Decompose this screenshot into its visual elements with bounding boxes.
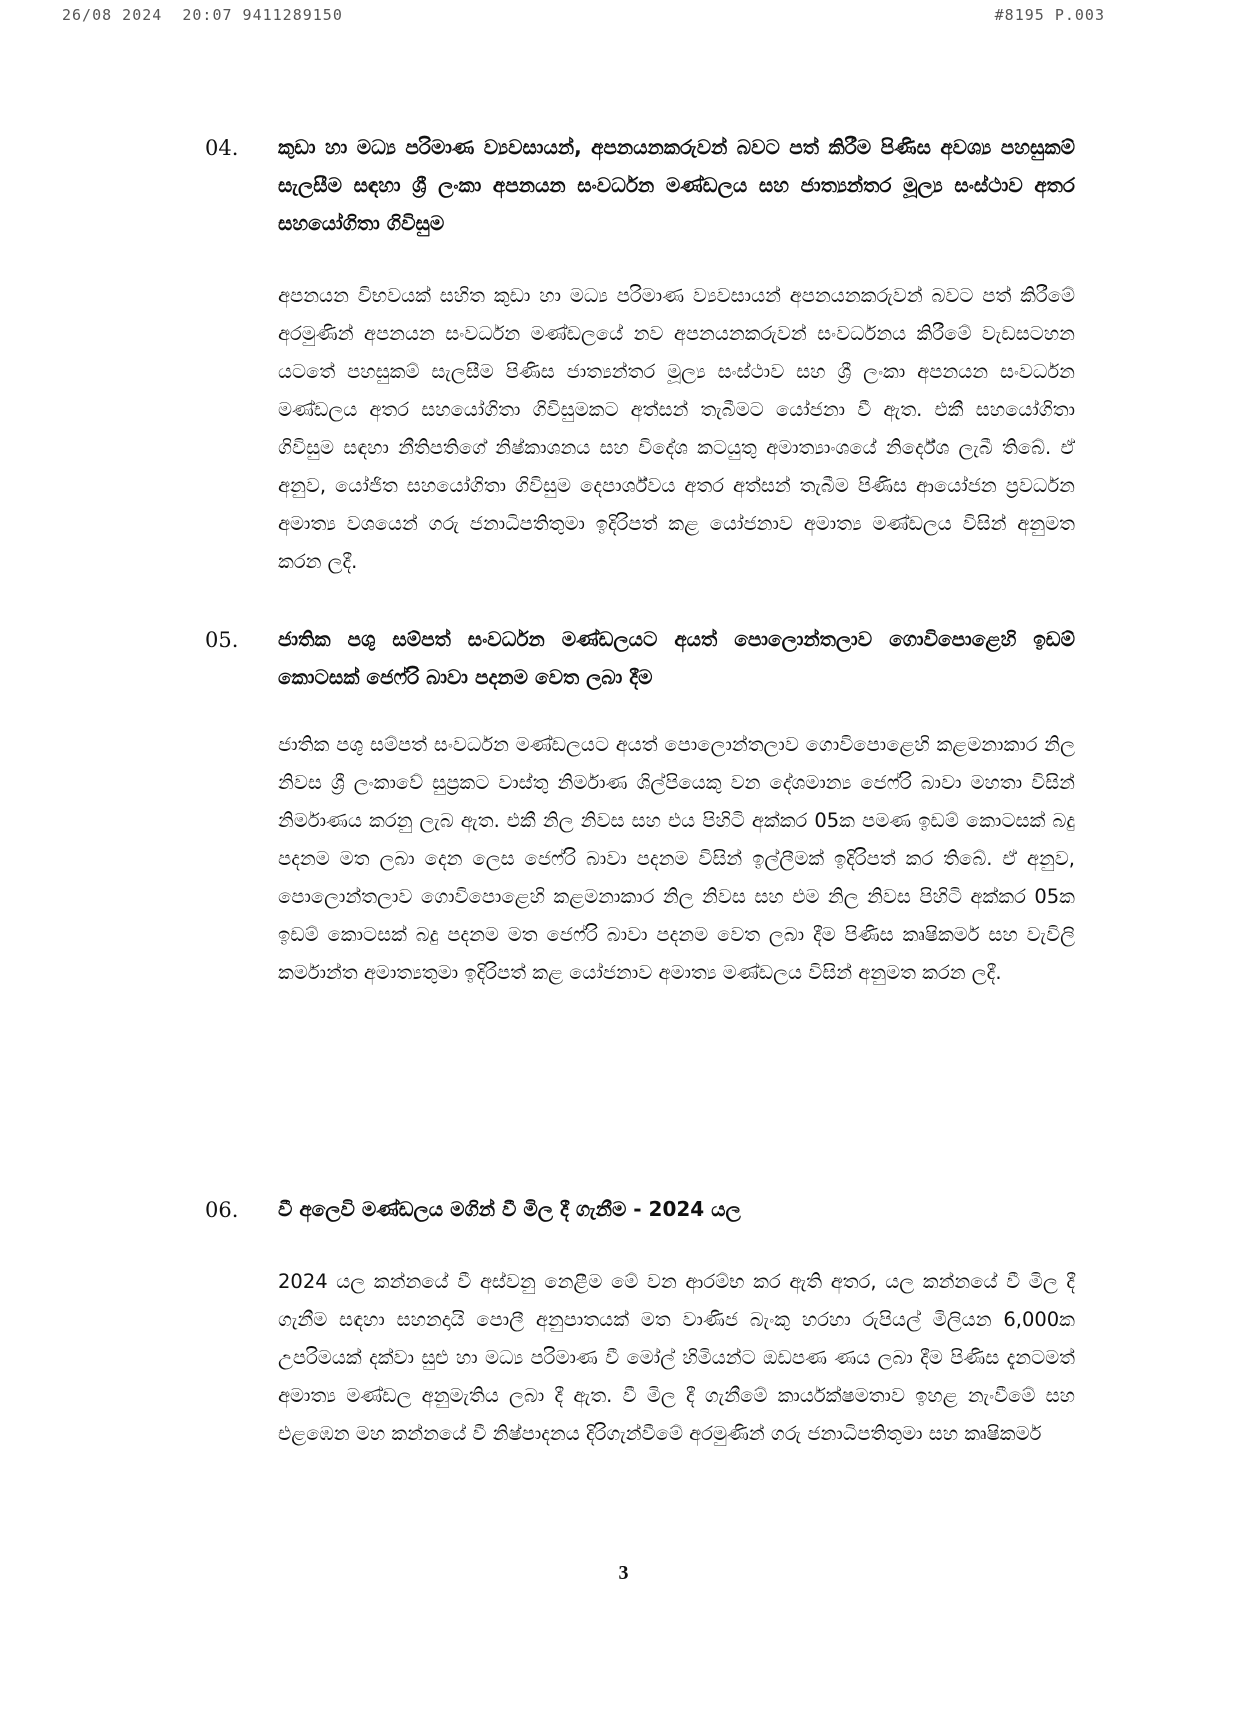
section-body: 2024 යල කන්නයේ වී අස්වනු නෙළීම මේ වන ආරම්භ කර ඇති අතර, යල කන්නයේ වී මිල දී ගැනීම සඳහා සහනදායි පොලී අනුපාතයක් මත වාණිජ බැංකු හරහා රුපියල් මිලියන 6,000ක උපරිමයක් දක්වා සුළු හා මධ්‍ය පරිමාණ වී මෝල් හිමියන්ට ඔඩපණ ණය ලබා දීම පිණිස දැනටමත් අමාත්‍ය මණ්ඩල අනුමැතිය ලබා දී ඇත. වී මිල දී ගැනීමේ කාර්යක්ෂමතාව ඉහළ නැංවීමේ සහ එළඹෙන මහ කන්නයේ වී නිෂ්පාදනය දිරිගැන්වීමේ අරමුණින් ගරු ජනාධිපතිතුමා සහ කෘෂිකර්ම (278, 1270, 1075, 1445)
section-04 (205, 128, 1075, 581)
fax-header-page-ref: #8195 P.003 (994, 6, 1105, 24)
section-title: ජාතික පශු සම්පත් සංවර්ධන මණ්ඩලයට අයත් පොලොන්තලාව ගොවිපොළෙහි ඉඩම් කොටසක් ජෙෆ්රි බාවා පදනම වෙත ලබා දීම (278, 627, 1075, 689)
section-title: වී අලෙවි මණ්ඩලය මගින් වී මිල දී ගැනීම - 2024 යල (278, 1197, 741, 1221)
section-05 (205, 620, 1075, 992)
section-body: ජාතික පශු සම්පත් සංවර්ධන මණ්ඩලයට අයත් පොලොන්තලාව ගොවිපොළෙහි කළමනාකාර නිල නිවස ශ්‍රී ලංකාවේ සුප්‍රකට වාස්තු නිර්මාණ ශිල්පියෙකු වන දේශමාන්‍ය ජෙෆ්රි බාවා මහතා විසින් නිර්මාණය කරනු ලැබ ඇත. එකී නිල නිවස සහ එය පිහිටි අක්කර 05ක පමණ ඉඩම් කොටසක් බදු පදනම මත ලබා දෙන ලෙස ජෙෆ්රි බාවා පදනම විසින් ඉල්ලීමක් ඉදිරිපත් කර තිබේ. ඒ අනුව, පොලොන්තලාව ගොවිපොළෙහි කළමනාකාර නිල නිවස සහ එම නිල නිවස පිහිටි අක්කර 05ක ඉඩම් කොටසක් බදු පදනම මත ජෙෆ්රි බාවා පදනම වෙත ලබා දීම පිණිස කෘෂිකර්ම සහ වැවිලි කර්මාන්ත අමාත්‍යතුමා ඉදිරිපත් කළ යෝජනාව අමාත්‍ය මණ්ඩලය විසින් අනුමත කරන ලදී. (278, 733, 1075, 984)
section-06 (205, 1190, 1075, 1453)
section-number: 05. (205, 628, 239, 652)
page-number: 3 (618, 1562, 629, 1584)
section-title: කුඩා හා මධ්‍ය පරිමාණ ව්‍යවසායන්, අපනයනකරුවන් බවට පත් කිරීම පිණිස අවශ්‍ය පහසුකම් සැලසීම සඳහා ශ්‍රී ලංකා අපනයන සංවර්ධන මණ්ඩලය සහ ජාත්‍යන්තර මූල්‍ය සංස්ථාව අතර සහයෝගිතා ගිවිසුම (278, 135, 1075, 235)
section-number: 06. (205, 1198, 239, 1222)
section-body: අපනයන විභවයක් සහිත කුඩා හා මධ්‍ය පරිමාණ ව්‍යවසායන් අපනයනකරුවන් බවට පත් කිරීමේ අරමුණින් අපනයන සංවර්ධන මණ්ඩලයේ නව අපනයනකරුවන් සංවර්ධනය කිරීමේ වැඩසටහන යටතේ පහසුකම් සැලසීම පිණිස ජාත්‍යන්තර මූල්‍ය සංස්ථාව සහ ශ්‍රී ලංකා අපනයන සංවර්ධන මණ්ඩලය අතර සහයෝගිතා ගිවිසුමකට අත්සන් තැබීමට යෝජනා වී ඇත. එකී සහයෝගිතා ගිවිසුම සඳහා නීතිපතිගේ නිෂ්කාශනය සහ විදේශ කටයුතු අමාත්‍යාංශයේ නිර්දේශ ලැබී තිබේ. ඒ අනුව, යෝජිත සහයෝගිතා ගිවිසුම දෙපාර්ශ්වය අතර අත්සන් තැබීම පිණිස ආයෝජන ප්‍රවර්ධන අමාත්‍ය වශයෙන් ගරු ජනාධිපතිතුමා ඉදිරිපත් කළ යෝජනාව අමාත්‍ය මණ්ඩලය විසින් අනුමත කරන ලදී. (278, 284, 1075, 573)
fax-header-datetime: 26/08 2024 20:07 9411289150 (62, 6, 343, 24)
section-number: 04. (205, 136, 239, 160)
fax-header (62, 6, 1105, 30)
